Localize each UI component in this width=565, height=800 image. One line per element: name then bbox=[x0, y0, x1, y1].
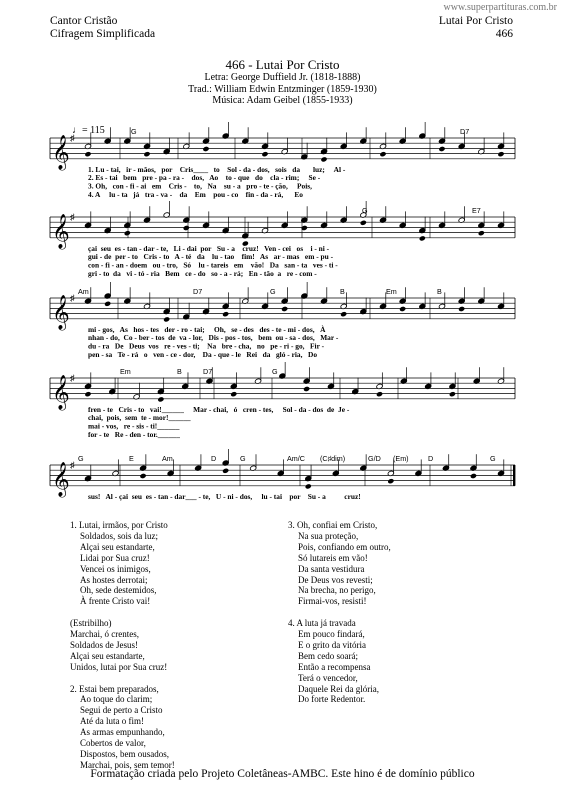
note-head bbox=[497, 151, 504, 157]
note-head bbox=[470, 473, 477, 479]
note-head bbox=[376, 391, 383, 397]
chord-symbol: G bbox=[362, 206, 368, 215]
chord-symbol: G bbox=[131, 127, 137, 136]
chord-symbol: D bbox=[428, 454, 434, 463]
note-head bbox=[230, 391, 237, 397]
note-head bbox=[261, 151, 268, 157]
note-head bbox=[305, 483, 312, 489]
verse-line: E o grito da vitória bbox=[298, 639, 366, 650]
site-url: www.superpartituras.com.br bbox=[443, 2, 557, 13]
note-head bbox=[340, 311, 347, 317]
lyricist-credit: Letra: George Duffield Jr. (1818-1888) bbox=[204, 72, 361, 83]
lyric-line: 3. Oh, con - fi - ai em Cris - to, Na su - a pro - te - ção, Pois, bbox=[88, 181, 313, 191]
verse-line: 1. Lutai, irmãos, por Cristo bbox=[70, 520, 168, 530]
format-name: Cifragem Simplificada bbox=[50, 28, 156, 40]
lyric-line: 4. A lu - ta já tra - va - da Em pou - co fin - da - rá, Eo bbox=[88, 190, 303, 199]
lyric-line: fren - te Cris - to vai!______ Mar - chai, ó cren - tes, Sol - da - dos de Je - bbox=[88, 404, 350, 414]
sharp-key-signature: ♯ bbox=[70, 460, 75, 470]
verse-line: Oh, sede destemidos, bbox=[80, 585, 157, 596]
verse-line: Firmai-vos, resisti! bbox=[298, 596, 367, 607]
page-title: 466 - Lutai Por Cristo bbox=[225, 57, 340, 72]
verse-line: Em pouco findará, bbox=[298, 629, 365, 640]
staff-system bbox=[50, 449, 515, 501]
note-head bbox=[303, 386, 310, 392]
verse-line: Unidos, lutai por Sua cruz! bbox=[70, 661, 168, 672]
note-head bbox=[104, 301, 111, 307]
verse-line: Dispostos, bem ousados, bbox=[80, 749, 170, 759]
chord-symbol: G bbox=[490, 454, 496, 463]
chord-symbol: Em bbox=[386, 287, 397, 296]
verse-line: Cobertos de valor, bbox=[80, 738, 146, 749]
verse-line: Terá o vencedor, bbox=[298, 672, 358, 683]
verse-line: À frente Cristo vai! bbox=[80, 596, 151, 607]
verse-line: Marchai, pois, sem temor! bbox=[80, 759, 175, 770]
note-head bbox=[387, 478, 394, 484]
song-name: Lutai Por Cristo bbox=[438, 15, 513, 27]
chord-symbol: Am/C bbox=[287, 454, 305, 463]
note-head bbox=[124, 230, 131, 236]
lyric-line: nhan - do, Co - ber - tos de va - lor, Dis - pos - tos, bem ou - sa - dos, Mar - bbox=[88, 333, 339, 343]
chord-symbol: E bbox=[129, 454, 134, 463]
verse-line: Na brecha, no perigo, bbox=[298, 585, 376, 596]
note-head bbox=[419, 235, 426, 241]
verse-block bbox=[70, 520, 300, 607]
chord-symbol: G bbox=[78, 454, 84, 463]
verse-line: (Estribilho) bbox=[70, 618, 112, 629]
verse-line: Soldados, sois da luz; bbox=[80, 530, 158, 541]
note-head bbox=[478, 230, 485, 236]
verse-block bbox=[288, 520, 518, 607]
lyric-line: du - ra De Deus vos re - ves - ti; Na bre - cha, no pe - ri - go, Fir - bbox=[88, 341, 325, 351]
final-barline bbox=[513, 465, 515, 486]
chord-symbol: G bbox=[240, 454, 246, 463]
verse-line: 2. Estai bem preparados, bbox=[70, 683, 159, 694]
sharp-key-signature: ♯ bbox=[70, 373, 75, 383]
chord-symbol: (Em) bbox=[393, 454, 409, 463]
note-head bbox=[157, 396, 164, 402]
verse-line: Vencei os inimigos, bbox=[80, 563, 151, 574]
chord-symbol: D7 bbox=[460, 127, 470, 136]
note-head bbox=[202, 146, 209, 152]
chord-symbol: D7 bbox=[203, 367, 213, 376]
lyric-line: mai - vos, re - sis - ti!______ bbox=[88, 421, 180, 431]
staff-system bbox=[50, 282, 515, 359]
treble-clef-icon: 𝄞 bbox=[52, 135, 70, 169]
verse-block bbox=[288, 618, 518, 705]
note-head bbox=[84, 151, 91, 157]
lyric-line: sus! Al - çai seu es - tan - dar___ - te, U - ni - dos, lu - tai por Su - a cruz! bbox=[88, 491, 361, 501]
note-head bbox=[163, 316, 170, 322]
verse-line: Até da luta o fim! bbox=[80, 716, 144, 727]
lyric-line: 1. Lu - tai, ir - mãos, por Cris____ to Sol - da - dos, sois da luz; Al - bbox=[88, 164, 346, 174]
verse-line: Então a recompensa bbox=[298, 661, 371, 672]
chord-symbol: B bbox=[437, 287, 442, 296]
lyric-line: for - te Re - den - tor.______ bbox=[88, 430, 180, 439]
chord-symbol: B bbox=[177, 367, 182, 376]
translator-credit: Trad.: William Edwin Entzminger (1859-1930) bbox=[188, 83, 377, 95]
note-head bbox=[360, 220, 367, 226]
verse-line: 4. A luta já travada bbox=[288, 618, 356, 629]
verse-line: Do forte Redentor. bbox=[298, 694, 366, 705]
note-head bbox=[139, 473, 146, 479]
verse-line: Lidai por Sua cruz! bbox=[80, 552, 150, 563]
note-head bbox=[379, 151, 386, 157]
staff-system bbox=[50, 362, 515, 439]
tempo-value: = 115 bbox=[82, 125, 105, 136]
verse-line: Bem cedo soará; bbox=[298, 650, 358, 661]
verse-line: De Deus vos revesti; bbox=[298, 574, 373, 585]
quarter-note-icon: ♩ bbox=[72, 125, 82, 136]
verse-line: 3. Oh, confiai em Cristo, bbox=[288, 520, 378, 530]
chord-symbol: (C♯dim) bbox=[320, 454, 346, 463]
verse-line: Alçai seu estandarte, bbox=[70, 650, 145, 661]
chord-symbol: D7 bbox=[193, 287, 203, 296]
chord-symbol: G bbox=[272, 367, 278, 376]
chord-symbol: B bbox=[340, 287, 345, 296]
note-head bbox=[84, 391, 91, 397]
note-head bbox=[222, 311, 229, 317]
lyric-line: gri - to da vi - tó - ria Bem ce - do so - a - rá; En - tão a re - com - bbox=[88, 269, 317, 278]
chord-symbol: Am bbox=[162, 454, 173, 463]
chord-symbol: Em bbox=[120, 367, 131, 376]
treble-clef-icon: 𝄞 bbox=[52, 214, 70, 248]
chord-symbol: D bbox=[211, 454, 217, 463]
footer-note: Formatação criada pelo Projeto Coletâneas-AMBC. Este hino é de domínio público bbox=[90, 768, 475, 780]
sharp-key-signature: ♯ bbox=[70, 133, 75, 143]
verse-line: Marchai, ó crentes, bbox=[70, 629, 139, 640]
chord-symbol: G/D bbox=[368, 454, 381, 463]
verse-line: Segui de perto a Cristo bbox=[80, 705, 163, 716]
treble-clef-icon: 𝄞 bbox=[52, 295, 70, 329]
verses-right-column bbox=[288, 520, 518, 716]
lyric-line: çai seu es - tan - dar - te, Li - dai por Su - a cruz! Ven - cei os i - ni - bbox=[88, 243, 330, 253]
verse-block bbox=[70, 618, 300, 673]
staff-system bbox=[50, 201, 515, 278]
hymnal-name: Cantor Cristão bbox=[50, 15, 118, 27]
lyric-line: 2. Es - tai bem pre - pa - ra - dos, Ao to - que do cla - rim; Se - bbox=[88, 173, 321, 183]
note-head bbox=[449, 391, 456, 397]
note-head bbox=[458, 306, 465, 312]
verse-block bbox=[70, 684, 300, 771]
verse-line: Soldados de Jesus! bbox=[70, 639, 138, 650]
lyric-line: mi - gos, As hos - tes der - ro - tai; Oh, se - des des - te - mi - dos, À bbox=[88, 324, 326, 334]
verse-line: Só lutareis em vão! bbox=[298, 552, 368, 563]
verse-line: Na sua proteção, bbox=[298, 530, 359, 541]
verse-line: Daquele Rei da glória, bbox=[298, 683, 379, 694]
verse-line: As armas empunhando, bbox=[80, 727, 165, 738]
song-number: 466 bbox=[495, 28, 513, 40]
note-head bbox=[399, 306, 406, 312]
verse-line: Da santa vestidura bbox=[298, 563, 365, 574]
verses-left-column bbox=[70, 520, 300, 782]
lyric-line: chai, pois, sem te - mor!______ bbox=[88, 413, 191, 423]
lyric-line: con - fi - an - doem ou - tro, Só lu - tareis em vão! Da san - ta ves - ti - bbox=[88, 260, 338, 270]
composer-credit: Música: Adam Geibel (1855-1933) bbox=[212, 95, 353, 106]
note-head bbox=[438, 146, 445, 152]
verse-line: Alçai seu estandarte, bbox=[80, 541, 155, 552]
chord-symbol: E7 bbox=[472, 206, 481, 215]
chord-symbol: Am bbox=[78, 287, 89, 296]
staff-system bbox=[50, 122, 515, 199]
verse-line: As hostes derrotai; bbox=[80, 574, 148, 585]
sharp-key-signature: ♯ bbox=[70, 212, 75, 222]
verse-line: Ao toque do clarim; bbox=[80, 694, 153, 705]
treble-clef-icon: 𝄞 bbox=[52, 462, 70, 496]
lyric-line: gui - de per - to Cris - to A - té da lu - tao fim! As ar - mas em - pu - bbox=[88, 252, 334, 262]
chord-symbol: G bbox=[270, 287, 276, 296]
note-head bbox=[222, 468, 229, 474]
note-head bbox=[281, 306, 288, 312]
note-head bbox=[320, 156, 327, 162]
treble-clef-icon: 𝄞 bbox=[52, 375, 70, 409]
sharp-key-signature: ♯ bbox=[70, 293, 75, 303]
note-head bbox=[183, 225, 190, 231]
verse-line: Pois, confiando em outro, bbox=[298, 541, 391, 552]
note-head bbox=[143, 151, 150, 157]
lyric-line: pen - sa Te - rá o ven - ce - dor, Da - que - le Rei da gló - ria, Do bbox=[88, 350, 318, 359]
